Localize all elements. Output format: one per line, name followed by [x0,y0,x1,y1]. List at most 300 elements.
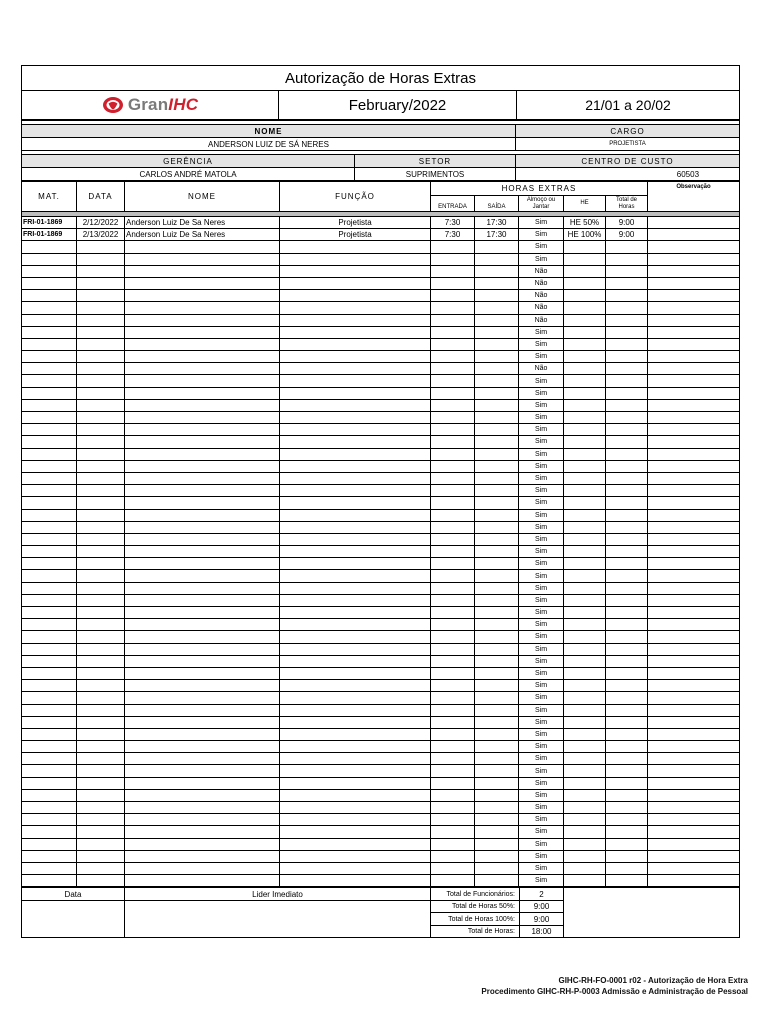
cell-total[interactable] [606,862,648,874]
cell-funcao[interactable] [280,789,431,801]
cell-data[interactable] [77,789,125,801]
cell-mat[interactable] [22,533,77,545]
cell-data[interactable] [77,862,125,874]
cell-data[interactable] [77,582,125,594]
cell-total[interactable] [606,838,648,850]
cell-data[interactable] [77,302,125,314]
cell-data[interactable] [77,497,125,509]
cell-funcao[interactable] [280,862,431,874]
cell-obs[interactable] [648,594,740,606]
cell-funcao[interactable] [280,643,431,655]
cell-entrada[interactable] [431,399,475,411]
cell-total[interactable] [606,277,648,289]
cell-funcao[interactable] [280,802,431,814]
cell-data[interactable] [77,814,125,826]
cell-data[interactable] [77,680,125,692]
cell-he[interactable] [564,789,606,801]
cell-data[interactable] [77,253,125,265]
cell-total[interactable] [606,497,648,509]
cell-funcao[interactable] [280,472,431,484]
cell-mat[interactable] [22,741,77,753]
cell-obs[interactable] [648,412,740,424]
cell-entrada[interactable] [431,509,475,521]
cell-data[interactable] [77,277,125,289]
cell-he[interactable] [564,594,606,606]
cell-mat[interactable] [22,253,77,265]
cell-almoco[interactable]: Não [519,302,564,314]
cell-mat[interactable] [22,814,77,826]
cell-mat[interactable] [22,436,77,448]
cell-nome[interactable] [125,521,280,533]
cell-obs[interactable] [648,728,740,740]
cell-entrada[interactable] [431,546,475,558]
cell-almoco[interactable]: Sim [519,631,564,643]
cell-entrada[interactable] [431,436,475,448]
cell-almoco[interactable]: Sim [519,850,564,862]
cell-he[interactable]: HE 50% [564,217,606,229]
cell-saida[interactable]: 17:30 [475,217,519,229]
cell-mat[interactable] [22,667,77,679]
cell-almoco[interactable]: Sim [519,765,564,777]
cell-data[interactable] [77,326,125,338]
cell-saida[interactable] [475,814,519,826]
cell-almoco[interactable]: Sim [519,387,564,399]
cell-entrada[interactable] [431,314,475,326]
cell-obs[interactable] [648,862,740,874]
cell-entrada[interactable] [431,582,475,594]
cell-funcao[interactable] [280,509,431,521]
cell-funcao[interactable] [280,436,431,448]
cell-almoco[interactable]: Sim [519,680,564,692]
cell-nome[interactable] [125,253,280,265]
cell-obs[interactable] [648,265,740,277]
cell-almoco[interactable]: Sim [519,229,564,241]
cell-saida[interactable] [475,826,519,838]
cell-mat[interactable] [22,619,77,631]
cell-obs[interactable] [648,533,740,545]
cell-nome[interactable] [125,375,280,387]
cell-obs[interactable] [648,753,740,765]
cell-entrada[interactable] [431,375,475,387]
cell-nome[interactable] [125,619,280,631]
cell-total[interactable] [606,655,648,667]
cell-he[interactable] [564,424,606,436]
cell-saida[interactable] [475,765,519,777]
cell-nome[interactable] [125,753,280,765]
cell-saida[interactable] [475,497,519,509]
cell-almoco[interactable]: Sim [519,826,564,838]
cell-he[interactable] [564,716,606,728]
cell-nome[interactable]: Anderson Luiz De Sa Neres [125,229,280,241]
cell-data[interactable] [77,692,125,704]
cell-almoco[interactable]: Sim [519,472,564,484]
cell-entrada[interactable] [431,838,475,850]
cell-he[interactable] [564,485,606,497]
cell-data[interactable]: 2/12/2022 [77,217,125,229]
cell-saida[interactable] [475,399,519,411]
cell-total[interactable] [606,643,648,655]
cell-he[interactable] [564,375,606,387]
cell-entrada[interactable] [431,765,475,777]
cell-data[interactable] [77,533,125,545]
cell-entrada[interactable] [431,704,475,716]
cell-mat[interactable] [22,460,77,472]
cell-obs[interactable] [648,253,740,265]
cell-entrada[interactable] [431,631,475,643]
cell-saida[interactable] [475,253,519,265]
cell-obs[interactable] [648,424,740,436]
cell-almoco[interactable]: Sim [519,217,564,229]
cell-almoco[interactable]: Sim [519,326,564,338]
cell-almoco[interactable]: Sim [519,436,564,448]
cell-obs[interactable] [648,582,740,594]
cell-obs[interactable] [648,741,740,753]
cell-obs[interactable] [648,472,740,484]
cell-funcao[interactable] [280,241,431,253]
cell-data[interactable] [77,424,125,436]
cell-data[interactable] [77,338,125,350]
cell-almoco[interactable]: Sim [519,753,564,765]
cell-he[interactable] [564,728,606,740]
cell-almoco[interactable]: Não [519,290,564,302]
cell-obs[interactable] [648,302,740,314]
cell-total[interactable] [606,351,648,363]
cell-data[interactable] [77,265,125,277]
cell-funcao[interactable] [280,497,431,509]
cell-obs[interactable] [648,643,740,655]
cell-funcao[interactable]: Projetista [280,217,431,229]
cell-mat[interactable] [22,850,77,862]
cell-total[interactable] [606,789,648,801]
cell-saida[interactable] [475,655,519,667]
cell-data[interactable] [77,387,125,399]
cell-nome[interactable] [125,631,280,643]
cell-funcao[interactable] [280,387,431,399]
cell-mat[interactable] [22,692,77,704]
cell-funcao[interactable] [280,558,431,570]
cell-nome[interactable] [125,314,280,326]
cell-funcao[interactable] [280,582,431,594]
cell-nome[interactable] [125,667,280,679]
cell-almoco[interactable]: Sim [519,607,564,619]
cell-entrada[interactable] [431,412,475,424]
cell-almoco[interactable]: Sim [519,692,564,704]
cell-almoco[interactable]: Não [519,277,564,289]
cell-saida[interactable] [475,509,519,521]
cell-entrada[interactable] [431,619,475,631]
cell-entrada[interactable] [431,558,475,570]
cell-nome[interactable] [125,850,280,862]
cell-entrada[interactable] [431,290,475,302]
cell-funcao[interactable] [280,460,431,472]
cell-saida[interactable] [475,533,519,545]
cell-nome[interactable] [125,826,280,838]
cell-mat[interactable] [22,338,77,350]
cell-entrada[interactable] [431,607,475,619]
cell-saida[interactable] [475,302,519,314]
cell-total[interactable] [606,875,648,887]
cell-mat[interactable] [22,424,77,436]
cell-total[interactable] [606,412,648,424]
cell-nome[interactable] [125,777,280,789]
cell-almoco[interactable]: Não [519,363,564,375]
cell-data[interactable] [77,241,125,253]
cell-funcao[interactable] [280,692,431,704]
cell-almoco[interactable]: Sim [519,485,564,497]
cell-he[interactable] [564,338,606,350]
cell-entrada[interactable] [431,326,475,338]
cell-saida[interactable] [475,521,519,533]
cell-he[interactable] [564,582,606,594]
cell-obs[interactable] [648,607,740,619]
cell-almoco[interactable]: Sim [519,424,564,436]
cell-total[interactable] [606,631,648,643]
cell-obs[interactable] [648,521,740,533]
cell-nome[interactable] [125,802,280,814]
cell-nome[interactable] [125,399,280,411]
cell-funcao[interactable] [280,680,431,692]
cell-saida[interactable] [475,862,519,874]
cell-total[interactable] [606,460,648,472]
cell-nome[interactable] [125,570,280,582]
cell-saida[interactable] [475,789,519,801]
cell-mat[interactable] [22,802,77,814]
cell-nome[interactable] [125,436,280,448]
cell-data[interactable] [77,472,125,484]
cell-data[interactable] [77,521,125,533]
cell-nome[interactable] [125,728,280,740]
cell-nome[interactable] [125,241,280,253]
cell-obs[interactable] [648,850,740,862]
cell-almoco[interactable]: Sim [519,399,564,411]
cell-he[interactable] [564,521,606,533]
cell-data[interactable] [77,412,125,424]
cell-total[interactable] [606,302,648,314]
cell-saida[interactable] [475,290,519,302]
cell-obs[interactable] [648,326,740,338]
cell-obs[interactable] [648,387,740,399]
cell-total[interactable]: 9:00 [606,229,648,241]
cell-total[interactable] [606,253,648,265]
cell-entrada[interactable]: 7:30 [431,217,475,229]
cell-data[interactable] [77,850,125,862]
cell-he[interactable] [564,290,606,302]
cell-funcao[interactable] [280,704,431,716]
summary-data-cell[interactable] [22,900,125,938]
cell-funcao[interactable] [280,655,431,667]
cell-saida[interactable] [475,741,519,753]
cell-nome[interactable] [125,862,280,874]
cell-total[interactable] [606,692,648,704]
cell-he[interactable] [564,448,606,460]
cell-saida[interactable] [475,680,519,692]
cell-funcao[interactable] [280,826,431,838]
cell-data[interactable] [77,546,125,558]
cell-entrada[interactable] [431,533,475,545]
cell-total[interactable] [606,424,648,436]
cell-funcao[interactable] [280,326,431,338]
cell-total[interactable] [606,546,648,558]
cell-saida[interactable] [475,802,519,814]
cell-data[interactable] [77,765,125,777]
cell-total[interactable] [606,741,648,753]
cell-funcao[interactable] [280,777,431,789]
cell-funcao[interactable] [280,850,431,862]
cell-mat[interactable] [22,704,77,716]
cell-mat[interactable] [22,521,77,533]
cell-he[interactable] [564,655,606,667]
cell-entrada[interactable] [431,826,475,838]
cell-he[interactable] [564,826,606,838]
cell-funcao[interactable] [280,485,431,497]
cell-data[interactable] [77,399,125,411]
cell-total[interactable] [606,326,648,338]
cell-obs[interactable] [648,655,740,667]
cell-he[interactable] [564,351,606,363]
cell-entrada[interactable] [431,277,475,289]
cell-he[interactable] [564,241,606,253]
cell-he[interactable] [564,765,606,777]
cell-he[interactable] [564,277,606,289]
cell-obs[interactable] [648,217,740,229]
cell-total[interactable] [606,667,648,679]
cell-almoco[interactable]: Sim [519,338,564,350]
cell-saida[interactable] [475,631,519,643]
cell-saida[interactable] [475,546,519,558]
cell-total[interactable] [606,594,648,606]
cell-saida[interactable] [475,485,519,497]
cell-obs[interactable] [648,619,740,631]
cell-nome[interactable] [125,509,280,521]
cell-total[interactable] [606,704,648,716]
summary-lider-cell[interactable] [125,900,431,938]
cell-he[interactable] [564,412,606,424]
cell-saida[interactable] [475,412,519,424]
cell-saida[interactable] [475,363,519,375]
cell-mat[interactable]: FRI-01-1869 [22,217,77,229]
cell-almoco[interactable]: Sim [519,655,564,667]
cell-mat[interactable] [22,412,77,424]
cell-saida[interactable] [475,753,519,765]
cell-entrada[interactable] [431,655,475,667]
cell-mat[interactable] [22,777,77,789]
cell-almoco[interactable]: Sim [519,448,564,460]
cell-total[interactable] [606,558,648,570]
cell-nome[interactable] [125,765,280,777]
cell-nome[interactable] [125,716,280,728]
cell-almoco[interactable]: Sim [519,741,564,753]
cell-he[interactable] [564,497,606,509]
cell-saida[interactable] [475,558,519,570]
cell-mat[interactable] [22,375,77,387]
cell-funcao[interactable] [280,448,431,460]
cell-saida[interactable] [475,704,519,716]
cell-mat[interactable] [22,485,77,497]
cell-total[interactable] [606,509,648,521]
cell-saida[interactable] [475,277,519,289]
cell-entrada[interactable] [431,741,475,753]
cell-mat[interactable] [22,875,77,887]
cell-mat[interactable] [22,594,77,606]
cell-obs[interactable] [648,570,740,582]
cell-data[interactable] [77,619,125,631]
cell-mat[interactable] [22,680,77,692]
cell-he[interactable] [564,436,606,448]
cell-almoco[interactable]: Sim [519,814,564,826]
cell-data[interactable] [77,607,125,619]
cell-mat[interactable] [22,314,77,326]
cell-total[interactable] [606,716,648,728]
cell-obs[interactable] [648,765,740,777]
cell-mat[interactable] [22,509,77,521]
cell-obs[interactable] [648,277,740,289]
cell-nome[interactable] [125,265,280,277]
cell-total[interactable] [606,387,648,399]
cell-obs[interactable] [648,399,740,411]
cell-total[interactable] [606,826,648,838]
cell-saida[interactable] [475,667,519,679]
cell-obs[interactable] [648,546,740,558]
cell-he[interactable] [564,875,606,887]
cell-total[interactable] [606,850,648,862]
cell-entrada[interactable] [431,570,475,582]
cell-almoco[interactable]: Sim [519,667,564,679]
cell-he[interactable] [564,265,606,277]
cell-saida[interactable] [475,326,519,338]
cell-saida[interactable] [475,387,519,399]
cell-nome[interactable] [125,655,280,667]
cell-mat[interactable] [22,399,77,411]
cell-data[interactable] [77,667,125,679]
cell-funcao[interactable] [280,765,431,777]
cell-entrada[interactable] [431,692,475,704]
cell-almoco[interactable]: Sim [519,704,564,716]
cell-mat[interactable] [22,472,77,484]
cell-almoco[interactable]: Sim [519,412,564,424]
cell-entrada[interactable] [431,862,475,874]
cell-he[interactable] [564,777,606,789]
cell-obs[interactable] [648,680,740,692]
cell-saida[interactable] [475,472,519,484]
cell-nome[interactable] [125,460,280,472]
cell-saida[interactable] [475,850,519,862]
cell-he[interactable] [564,667,606,679]
cell-nome[interactable] [125,875,280,887]
cell-nome[interactable]: Anderson Luiz De Sa Neres [125,217,280,229]
cell-mat[interactable] [22,607,77,619]
cell-saida[interactable] [475,241,519,253]
cell-saida[interactable] [475,424,519,436]
cell-nome[interactable] [125,594,280,606]
cell-mat[interactable] [22,241,77,253]
cell-funcao[interactable] [280,412,431,424]
cell-data[interactable] [77,631,125,643]
cell-obs[interactable] [648,667,740,679]
cell-total[interactable] [606,521,648,533]
cell-entrada[interactable] [431,667,475,679]
cell-mat[interactable] [22,631,77,643]
cell-nome[interactable] [125,704,280,716]
cell-he[interactable] [564,607,606,619]
cell-saida[interactable] [475,436,519,448]
cell-almoco[interactable]: Sim [519,582,564,594]
cell-mat[interactable] [22,570,77,582]
cell-entrada[interactable] [431,594,475,606]
cell-almoco[interactable]: Não [519,314,564,326]
cell-saida[interactable] [475,692,519,704]
cell-nome[interactable] [125,424,280,436]
cell-total[interactable] [606,265,648,277]
